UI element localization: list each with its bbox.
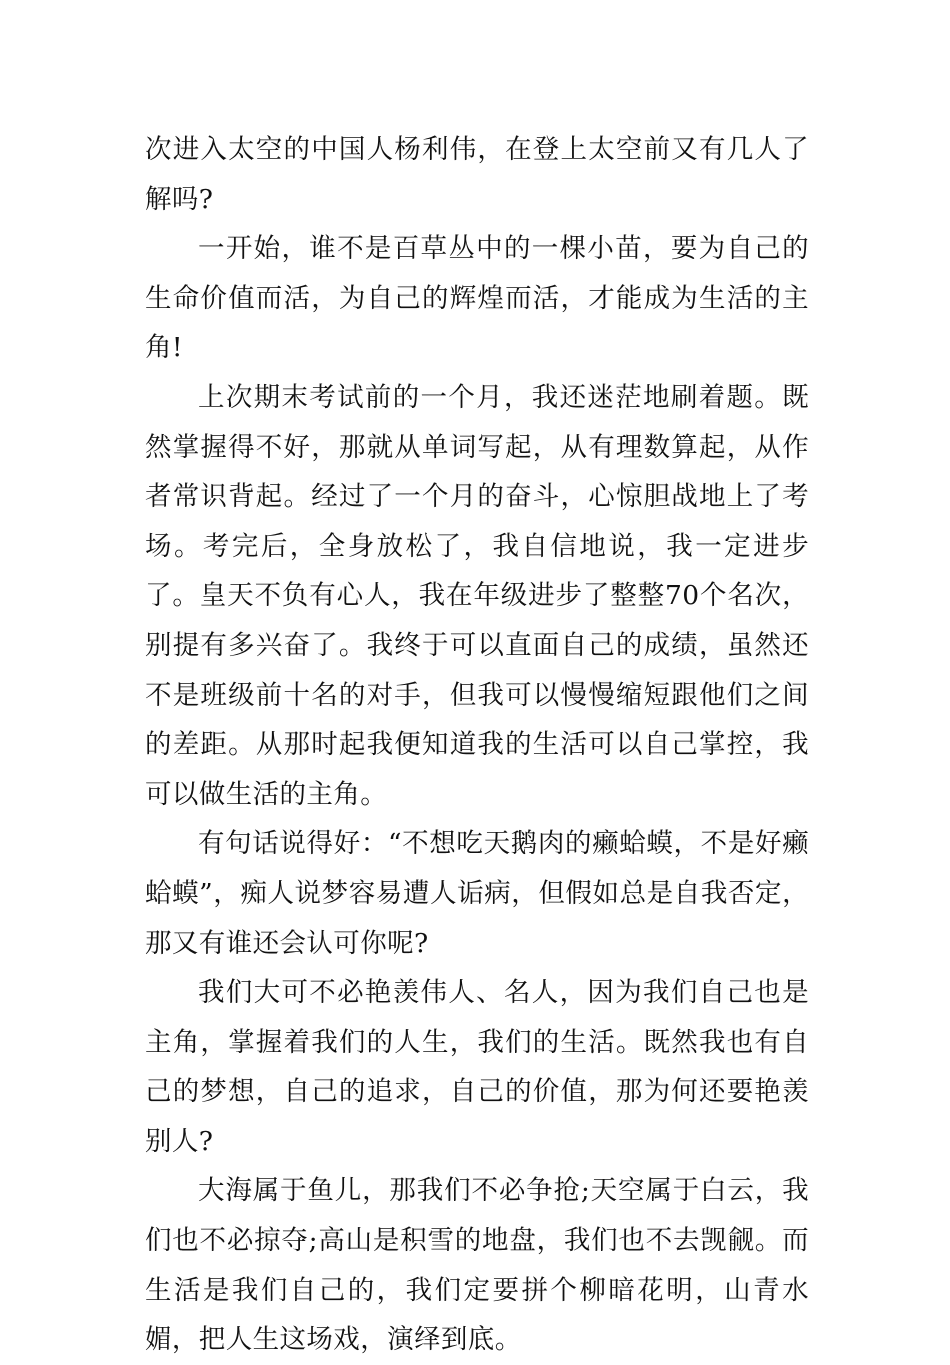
paragraph-6: 大海属于鱼儿，那我们不必争抢;天空属于白云，我们也不必掠夺;高山是积雪的地盘，我们也不去觊觎。而生活是我们自己的，我们定要拼个柳暗花明，山青水媚，把人生这场戏，演绎到底。 [145, 1175, 809, 1356]
essay-body [145, 125, 809, 1365]
paragraph-3: 上次期末考试前的一个月，我还迷茫地刷着题。既然掌握得不好，那就从单词写起，从有理数算起，从作者常识背起。经过了一个月的奋斗，心惊胆战地上了考场。考完后，全身放松了，我自信地说，我一定进步了。皇天不负有心人，我在年级进步了整整70个名次，别提有多兴奋了。我终于可以直面自己的成绩，虽然还不是班级前十名的对手，但我可以慢慢缩短跟他们之间的差距。从那时起我便知道我的生活可以自己掌控，我可以做生活的主角。 [145, 381, 809, 810]
paragraph-2: 一开始，谁不是百草丛中的一棵小苗，要为自己的生命价值而活，为自己的辉煌而活，才能成为生活的主角! [145, 233, 809, 364]
paragraph-1: 次进入太空的中国人杨利伟，在登上太空前又有几人了解吗? [145, 134, 809, 215]
paragraph-4: 有句话说得好：“不想吃天鹅肉的癞蛤蟆，不是好癞蛤蟆”，痴人说梦容易遭人诟病，但假如总是自我否定，那又有谁还会认可你呢? [145, 828, 809, 959]
paragraph-5: 我们大可不必艳羡伟人、名人，因为我们自己也是主角，掌握着我们的人生，我们的生活。既然我也有自己的梦想，自己的追求，自己的价值，那为何还要艳羡别人? [145, 977, 809, 1157]
